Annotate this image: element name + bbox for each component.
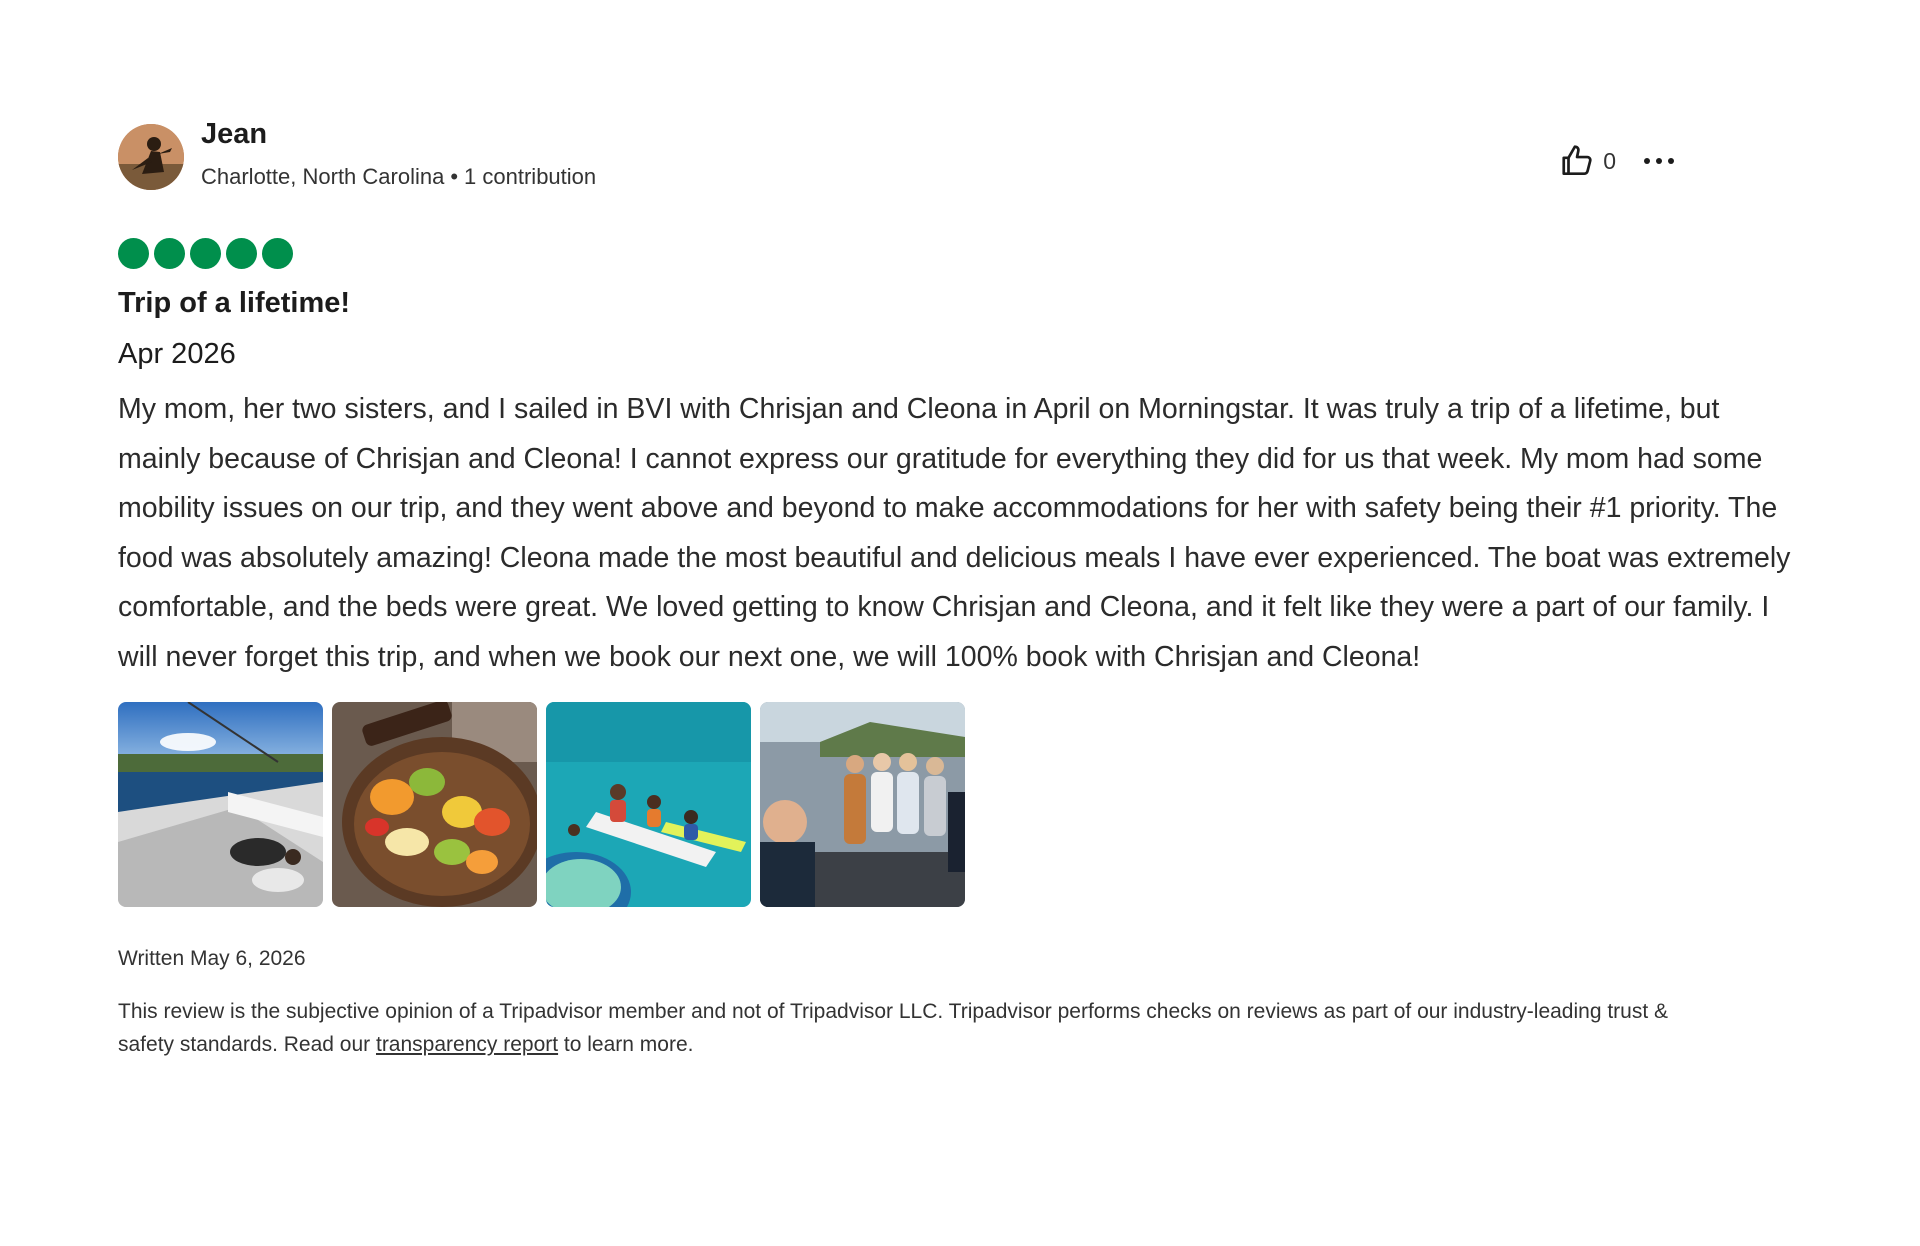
thumbs-up-icon <box>1559 142 1597 180</box>
review-photos <box>118 702 1798 907</box>
group-selfie-photo[interactable] <box>760 702 965 907</box>
written-date: Written May 6, 2026 <box>118 947 306 970</box>
review-card <box>118 118 1798 1061</box>
more-options-icon <box>1656 158 1662 164</box>
review-body: My mom, her two sisters, and I sailed in BVI with Chrisjan and Cleona in April on Morningstar. It was truly a trip of a lifetime, but mainly because of Chrisjan and Cleona! I cannot express our gratitude for everything they did for us that week. My mom had some mobility issues on our trip, and they went above and beyond to make accommodations for her with safety being their #1 priority. The food was absolutely amazing! Cleona made the most beautiful and delicious meals I have ever experienced. The boat was extremely comfortable, and the beds were great. We loved getting to know Chrisjan and Cleona, and it felt like they were a part of our family. I will never forget this trip, and when we book our next one, we will 100% book with Chrisjan and Cleona! <box>118 393 1791 673</box>
disclaimer-text: This review is the subjective opinion of a Tripadvisor member and not of Tripadvisor LLC. Tripadvisor performs checks on reviews as part of our industry-leading trust & safety standards. Read our <box>118 1000 1669 1056</box>
user-meta <box>201 164 596 190</box>
review-disclaimer <box>118 995 1718 1061</box>
rating-bubble <box>154 238 185 269</box>
meta-separator: • <box>450 164 459 189</box>
helpful-count: 0 <box>1603 147 1616 174</box>
rating-bubble <box>226 238 257 269</box>
disclaimer-text-end: to learn more. <box>558 1033 694 1056</box>
more-options-icon <box>1644 158 1650 164</box>
rating-bubbles <box>118 238 1798 269</box>
rating-bubble <box>262 238 293 269</box>
fruit-platter-photo[interactable] <box>332 702 537 907</box>
paddleboard-water-photo[interactable] <box>546 702 751 907</box>
more-options-button[interactable] <box>1644 143 1674 179</box>
user-name[interactable]: Jean <box>201 118 268 150</box>
rating-bubble <box>190 238 221 269</box>
more-options-icon <box>1668 158 1674 164</box>
review-header <box>118 118 1798 198</box>
review-title: Trip of a lifetime! <box>118 287 351 319</box>
user-contributions[interactable]: 1 contribution <box>464 164 597 189</box>
helpful-vote-button[interactable] <box>1559 142 1616 180</box>
transparency-report-link[interactable]: transparency report <box>375 1033 559 1056</box>
user-location: Charlotte, North Carolina <box>201 164 445 189</box>
rating-bubble <box>118 238 149 269</box>
review-date: Apr 2026 <box>118 338 236 370</box>
avatar[interactable] <box>118 124 184 190</box>
review-actions <box>1559 142 1674 180</box>
catamaran-deck-photo[interactable] <box>118 702 323 907</box>
